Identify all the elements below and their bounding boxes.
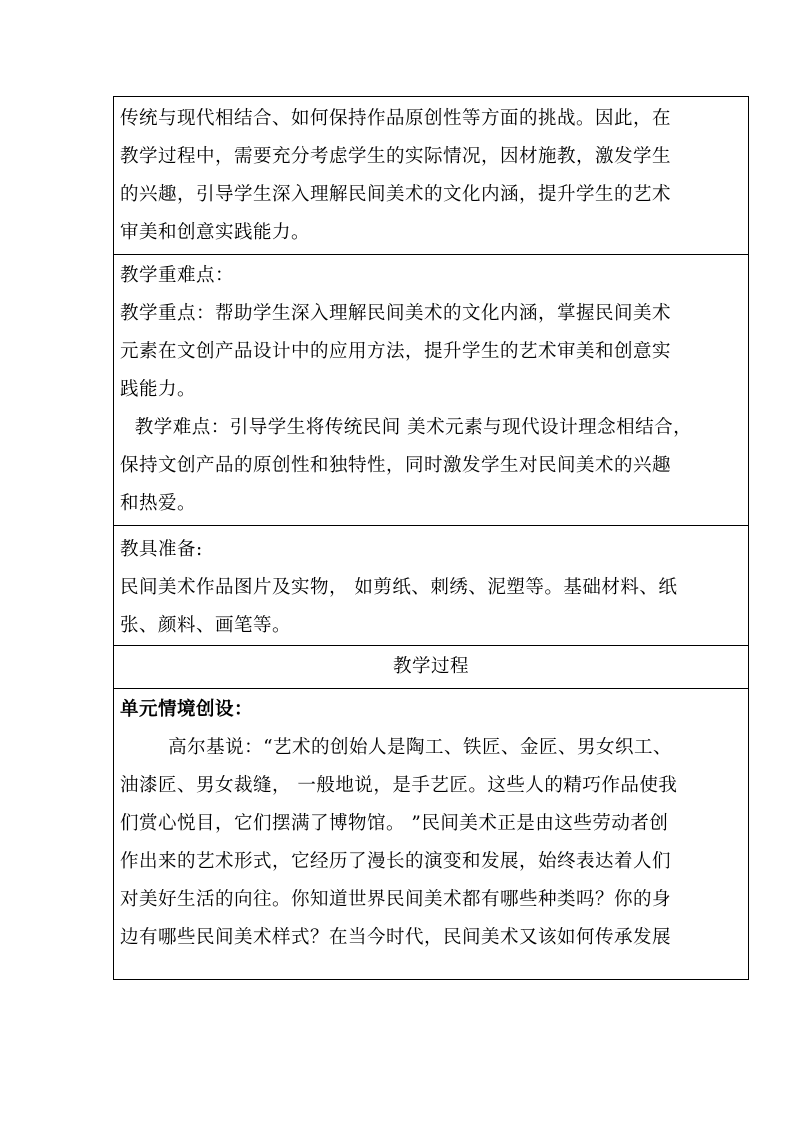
text-line: 的兴趣，引导学生深入理解民间美术的文化内涵，提升学生的艺术	[120, 184, 672, 205]
text-line: 张、颜料、画笔等。	[120, 615, 292, 636]
text-line: 边有哪些民间美术样式？在当今时代，民间美术又该如何传承发展	[120, 927, 672, 948]
text-line: 作出来的艺术形式，它经历了漫长的演变和发展，始终表达着人们	[120, 851, 672, 872]
unit-context-cell	[114, 689, 749, 980]
table-row	[114, 689, 749, 980]
text-line: 油漆匠、男女裁缝， 一般地说，是手艺匠。这些人的精巧作品使我	[120, 775, 678, 796]
text-line: 民间美术作品图片及实物， 如剪纸、刺绣、泥塑等。基础材料、纸	[120, 577, 678, 598]
text-line: 对美好生活的向往。你知道世界民间美术都有哪些种类吗？你的身	[120, 889, 672, 910]
table-row	[114, 526, 749, 646]
text-line: 教学重点：帮助学生深入理解民间美术的文化内涵，掌握民间美术	[120, 303, 672, 324]
text-line: 和热爱。	[120, 493, 197, 514]
text-line: 元素在文创产品设计中的应用方法，提升学生的艺术审美和创意实	[120, 341, 672, 362]
teaching-process-title: 教学过程	[114, 646, 749, 689]
text-line: 保持文创产品的原创性和独特性，同时激发学生对民间美术的兴趣	[120, 455, 672, 476]
section-heading: 教学重难点：	[120, 265, 235, 286]
lesson-plan-table	[113, 96, 749, 980]
text-line: 教学难点：引导学生将传统民间 美术元素与现代设计理念相结合，	[134, 417, 693, 438]
table-row	[114, 255, 749, 526]
text-line: 高尔基说：“艺术的创始人是陶工、铁匠、金匠、男女织工、	[168, 737, 673, 758]
key-difficult-points-cell	[114, 255, 749, 526]
text-line: 们赏心悦目，它们摆满了博物馆。 ”民间美术正是由这些劳动者创	[120, 813, 669, 834]
text-line: 践能力。	[120, 379, 197, 400]
table-row	[114, 646, 749, 689]
teaching-aids-cell	[114, 526, 749, 646]
text-line: 教学过程中，需要充分考虑学生的实际情况，因材施教，激发学生	[120, 146, 672, 167]
table-row	[114, 97, 749, 255]
section-heading: 单元情境创设：	[120, 699, 254, 720]
text-line: 审美和创意实践能力。	[120, 222, 311, 243]
section-heading: 教具准备:	[120, 539, 203, 560]
analysis-cell	[114, 97, 749, 255]
text-line: 传统与现代相结合、如何保持作品原创性等方面的挑战。因此，在	[120, 108, 672, 129]
